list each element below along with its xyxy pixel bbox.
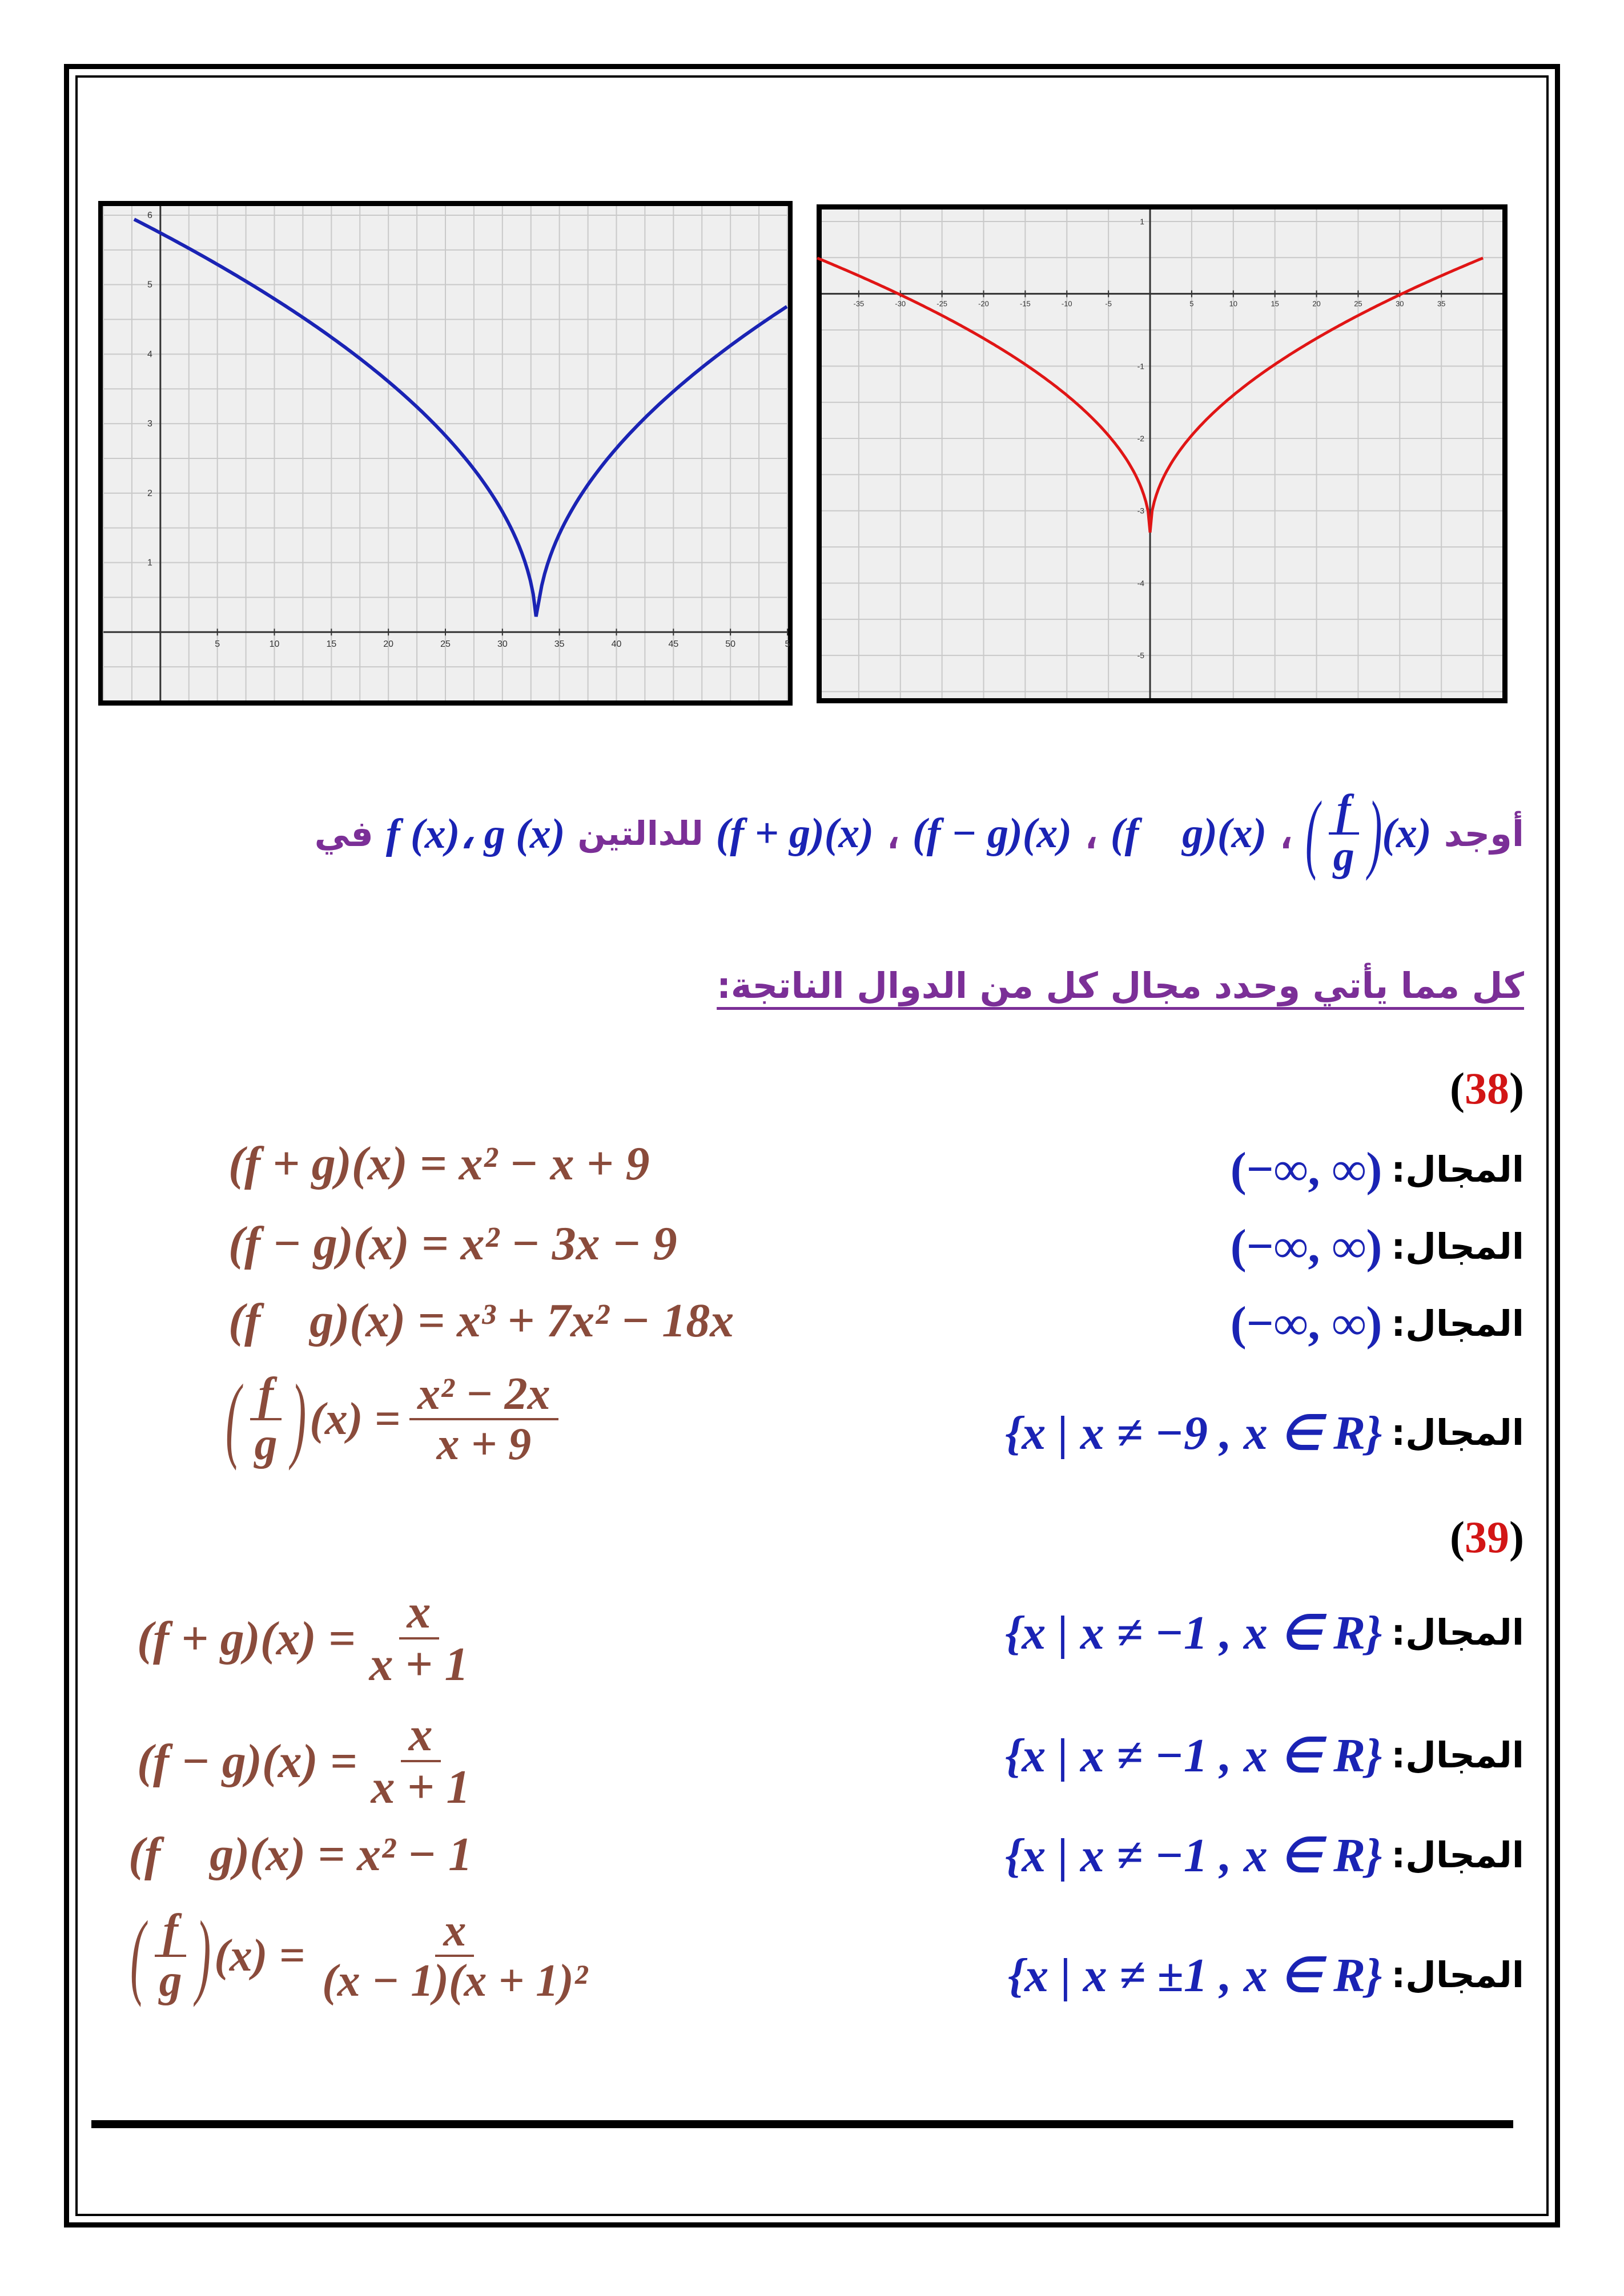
p39-quotient-formula: ( $\frac{f}{g}$ ) (x) = $\frac{x}{\text{(x − 1)(x + 1)²}}$ <box>130 1902 588 2008</box>
y-tick-label: 1 <box>1140 216 1145 226</box>
x-tick-label: 15 <box>326 639 337 650</box>
x-tick-label: 5 <box>1189 299 1194 308</box>
p39-quotient-domain: المجال: {x | x ≠ ±1 , x ∈ R} <box>1007 1949 1524 2002</box>
y-tick-label: 3 <box>147 419 152 429</box>
x-tick-label: -35 <box>853 299 865 308</box>
p39-sum-domain: المجال: {x | x ≠ −1 , x ∈ R} <box>1005 1606 1524 1659</box>
y-tick-label: 1 <box>147 558 152 568</box>
x-tick-label: 45 <box>668 639 679 650</box>
x-tick-label: -25 <box>936 299 948 308</box>
x-tick-label: 10 <box>1229 299 1238 308</box>
y-tick-label: 6 <box>147 210 152 220</box>
p38-product-formula: (f ⃞g)(x) = x³ + 7x² − 18x <box>228 1294 734 1347</box>
p38-sum-domain: المجال: (−∞, ∞) <box>1230 1143 1524 1196</box>
instruction-suffix: في <box>314 812 373 855</box>
y-tick-label: -3 <box>1137 506 1145 515</box>
product-expression: (f ⃞g)(x) <box>1110 809 1267 857</box>
p38-diff-domain: المجال: (−∞, ∞) <box>1230 1220 1524 1273</box>
sum-expression: (f + g)(x) <box>715 809 874 857</box>
instruction-mid: للدالتين <box>577 814 704 853</box>
quotient-expression: ( $\frac{f}{g}$ ) (x) <box>1305 783 1432 883</box>
graph-left <box>98 201 793 706</box>
instruction-prefix: أوجد <box>1444 812 1524 855</box>
curve-blue <box>134 219 787 617</box>
x-tick-label: -30 <box>895 299 906 308</box>
x-tick-label: 20 <box>1312 299 1321 308</box>
x-tick-label: 5 <box>215 639 220 650</box>
instruction-line: أوجد ( $\frac{f}{g}$ ) (x) ، (f ⃞g)(x) ، (f − g)(x) ، (f + g)(x) للدالتين f (x)، g (x) في <box>314 783 1524 883</box>
x-tick-label: 10 <box>269 639 280 650</box>
p38-product-domain: المجال: (−∞, ∞) <box>1230 1297 1524 1350</box>
x-tick-label: -5 <box>1105 299 1112 308</box>
graph-right-plot <box>822 210 1502 698</box>
problem-38-number: (38) <box>1450 1064 1524 1113</box>
x-tick-label: 30 <box>1396 299 1404 308</box>
p39-sum-formula: (f + g)(x) = $\frac{x}{x + 1}$ <box>137 1585 469 1691</box>
x-tick-label: 20 <box>383 639 394 650</box>
y-tick-label: -1 <box>1137 361 1145 371</box>
graph-right <box>817 204 1508 703</box>
p38-quotient-domain: المجال: {x | x ≠ −9 , x ∈ R} <box>1005 1407 1524 1460</box>
x-tick-label: -15 <box>1020 299 1031 308</box>
y-tick-label: 2 <box>147 488 152 498</box>
y-tick-label: -4 <box>1137 578 1145 588</box>
p39-product-domain: المجال: {x | x ≠ −1 , x ∈ R} <box>1005 1829 1524 1882</box>
p38-quotient-formula: ( $\frac{f}{g}$ ) (x) = $\frac{\text{x² − 2x}}{x + 9}$ <box>226 1370 564 1468</box>
x-tick-label: 5 <box>785 639 790 650</box>
x-tick-label: 50 <box>725 639 736 650</box>
x-tick-label: 30 <box>497 639 508 650</box>
x-tick-label: 15 <box>1271 299 1279 308</box>
y-tick-label: 5 <box>147 280 152 290</box>
x-tick-label: 40 <box>611 639 622 650</box>
x-tick-label: 25 <box>440 639 451 650</box>
x-tick-label: -10 <box>1061 299 1072 308</box>
x-tick-label: 25 <box>1354 299 1362 308</box>
p39-product-formula: (f ⃞g)(x) = x² − 1 <box>128 1828 473 1881</box>
bottom-rule <box>91 2120 1513 2128</box>
y-tick-label: -2 <box>1137 434 1145 444</box>
y-tick-label: -5 <box>1137 651 1145 660</box>
instruction-line-2: كل مما يأتي وحدد مجال كل من الدوال الناتجة: <box>717 965 1524 1006</box>
p38-diff-formula: (f − g)(x) = x² − 3x − 9 <box>228 1217 677 1270</box>
x-tick-label: -20 <box>978 299 989 308</box>
x-tick-label: 35 <box>1437 299 1446 308</box>
p39-diff-formula: (f − g)(x) = $\frac{x}{x + 1}$ <box>137 1708 471 1814</box>
graph-left-plot <box>103 206 790 700</box>
p38-sum-formula: (f + g)(x) = x² − x + 9 <box>228 1137 650 1190</box>
p39-diff-domain: المجال: {x | x ≠ −1 , x ∈ R} <box>1005 1729 1524 1782</box>
y-tick-label: 4 <box>147 349 152 360</box>
problem-39-number: (39) <box>1450 1512 1524 1562</box>
difference-expression: (f − g)(x) <box>912 809 1072 857</box>
functions-expression: f (x)، g (x) <box>385 810 565 857</box>
x-tick-label: 35 <box>554 639 565 650</box>
